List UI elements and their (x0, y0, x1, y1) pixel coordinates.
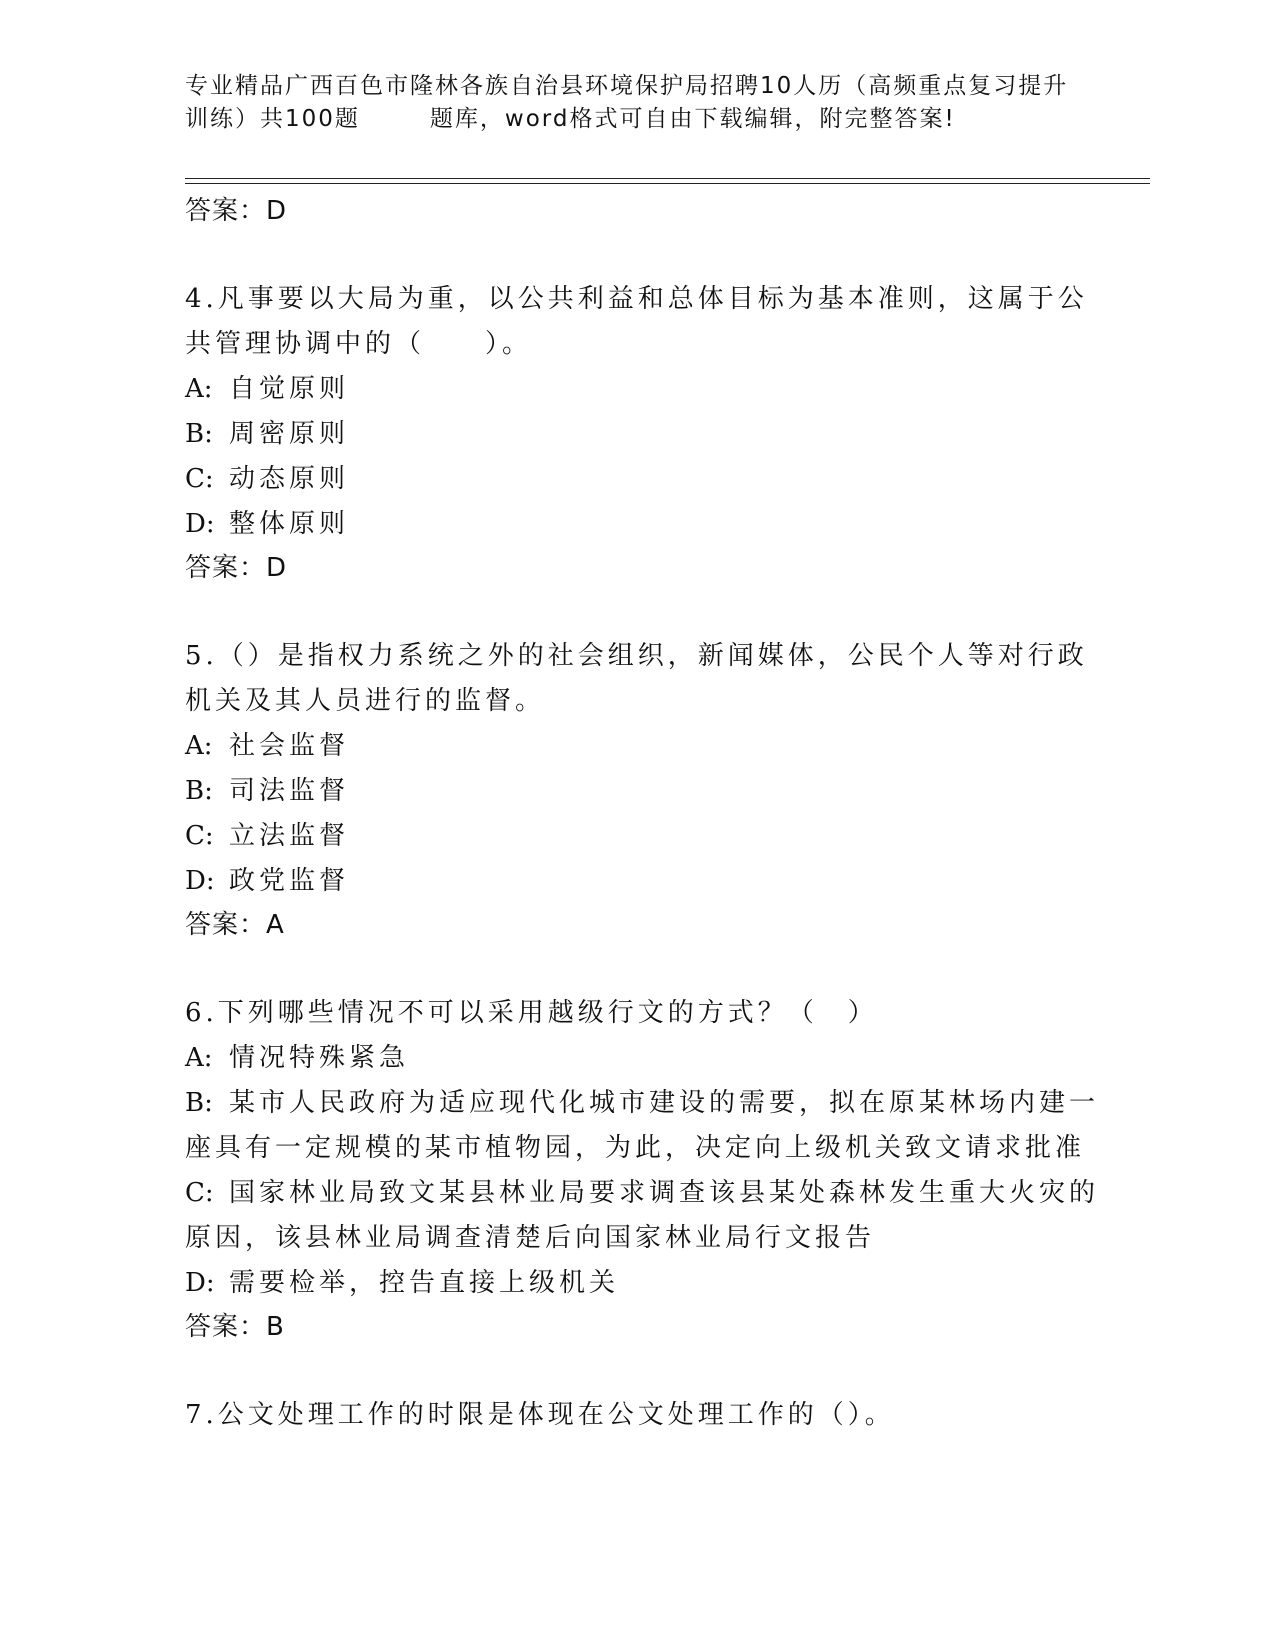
option-key: D: (185, 509, 215, 539)
question-list (185, 190, 1100, 1438)
option-text: 周密原则 (229, 419, 350, 449)
question-stem: 共管理协调中的（ ）。 (185, 329, 533, 359)
answer-option (185, 1036, 1085, 1081)
option-text: 需要检举，控告直接上级机关 (229, 1268, 620, 1298)
option-text: 整体原则 (229, 509, 350, 539)
answer-option (185, 1081, 1100, 1126)
header-line-1: 专业精品广西百色市隆林各族自治县环境保护局招聘10人历（高频重点复习提升 (185, 73, 1069, 99)
answer-key: 答案：D (185, 553, 288, 583)
question-block (185, 991, 1100, 1348)
answer-option (185, 502, 1085, 547)
answer-option (185, 412, 1085, 457)
option-text: 社会监督 (229, 731, 350, 761)
answer-option (185, 814, 1085, 859)
answer-option (185, 1216, 1085, 1261)
option-text: 国家林业局致文某县林业局要求调查该县某处森林发生重大火灾的 (229, 1178, 1100, 1208)
document-header (185, 70, 1085, 136)
option-key: C: (185, 821, 214, 851)
question-stem: 5.（）是指权力系统之外的社会组织，新闻媒体，公民个人等对行政 (185, 641, 1088, 671)
previous-answer: 答案：D (185, 196, 288, 226)
option-text: 自觉原则 (229, 374, 350, 404)
answer-option (185, 457, 1085, 502)
option-key: B: (185, 419, 213, 449)
header-divider-top (185, 178, 1150, 179)
question-block (185, 634, 1088, 946)
answer-option (185, 724, 1085, 769)
option-text: 某市人民政府为适应现代化城市建设的需要，拟在原某林场内建一 (229, 1088, 1100, 1118)
header-divider-bottom (185, 183, 1150, 184)
option-key: B: (185, 1088, 213, 1118)
question-stem: 机关及其人员进行的监督。 (185, 686, 546, 716)
option-text: 动态原则 (229, 464, 350, 494)
option-text: 情况特殊紧急 (229, 1043, 410, 1073)
option-text: 立法监督 (229, 821, 350, 851)
answer-key: 答案：B (185, 1312, 285, 1342)
answer-option (185, 1261, 1085, 1306)
answer-option (185, 367, 1085, 412)
answer-option (185, 859, 1085, 904)
option-key: D: (185, 866, 215, 896)
answer-option (185, 769, 1085, 814)
option-key: C: (185, 464, 214, 494)
option-key: D: (185, 1268, 215, 1298)
question-stem: 7.公文处理工作的时限是体现在公文处理工作的（）。 (185, 1400, 895, 1430)
question-block (185, 1393, 1085, 1438)
option-key: A: (185, 374, 213, 404)
option-text: 原因，该县林业局调查清楚后向国家林业局行文报告 (185, 1223, 876, 1253)
option-key: A: (185, 731, 213, 761)
option-key: B: (185, 776, 213, 806)
answer-option (185, 1126, 1085, 1171)
header-line-2-a: 训练）共100题 (185, 106, 360, 132)
question-stem: 4.凡事要以大局为重，以公共利益和总体目标为基本准则，这属于公 (185, 284, 1088, 314)
question-stem: 6.下列哪些情况不可以采用越级行文的方式？（ ） (185, 998, 878, 1028)
answer-option (185, 1171, 1100, 1216)
header-line-2 (185, 103, 1085, 136)
option-key: A: (185, 1043, 213, 1073)
option-text: 座具有一定规模的某市植物园，为此，决定向上级机关致文请求批准 (185, 1133, 1086, 1163)
question-block (185, 277, 1088, 589)
answer-key: 答案：A (185, 910, 285, 940)
option-key: C: (185, 1178, 214, 1208)
option-text: 政党监督 (229, 866, 350, 896)
option-text: 司法监督 (229, 776, 350, 806)
header-line-2-b: 题库，word格式可自由下载编辑，附完整答案! (429, 106, 956, 132)
